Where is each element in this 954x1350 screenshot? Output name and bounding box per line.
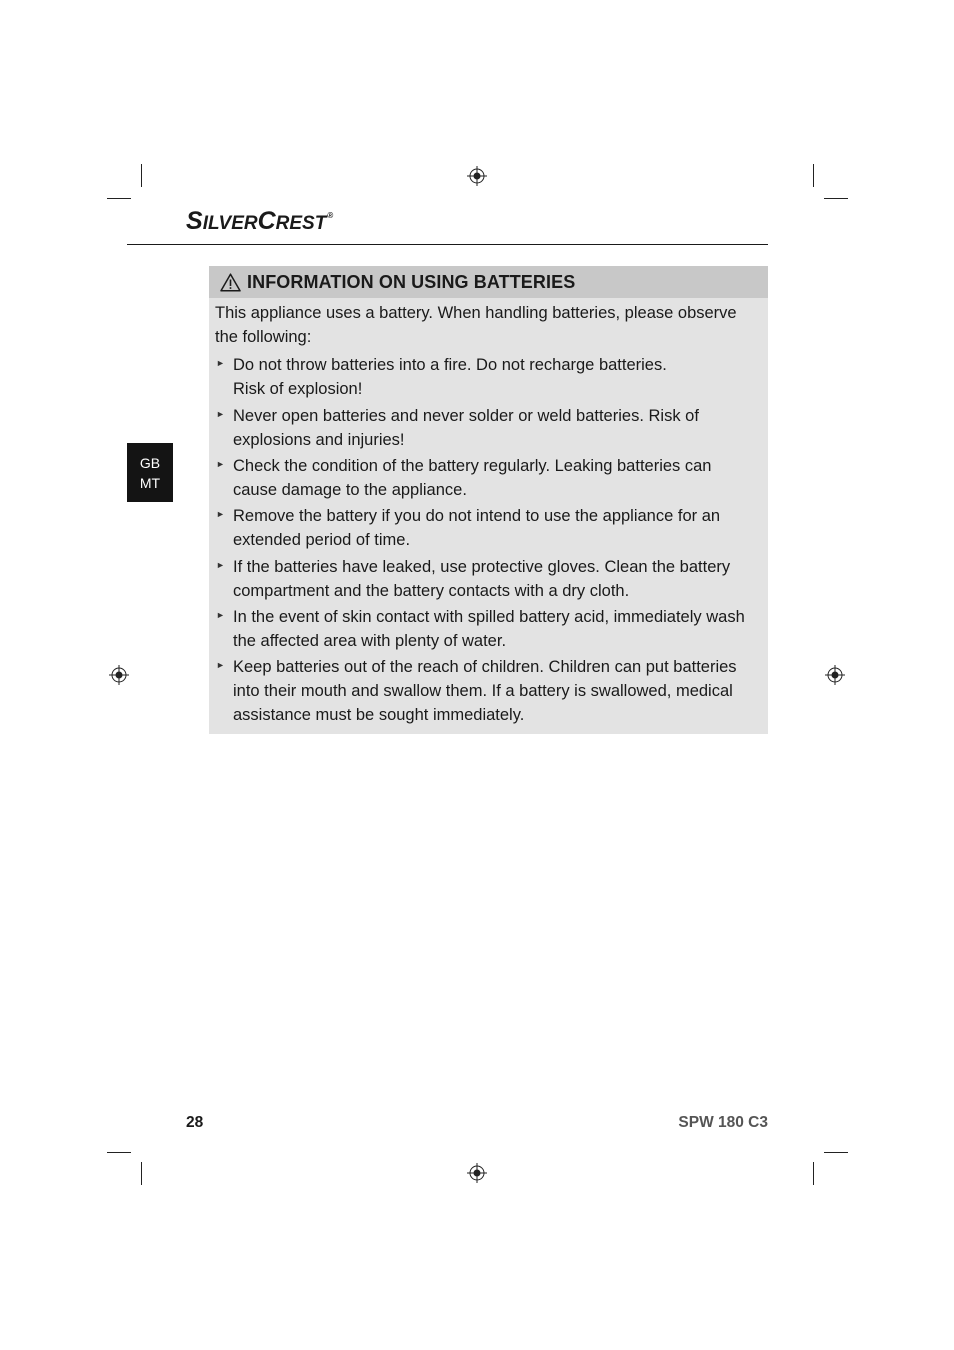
section-header	[209, 266, 768, 298]
registration-mark-icon	[109, 665, 129, 685]
crop-mark	[141, 164, 142, 187]
list-item-line: If the batteries have leaked, use protective gloves. Clean the battery	[233, 558, 731, 576]
warning-triangle-icon	[220, 273, 241, 292]
list-item-line: Do not throw batteries into a fire. Do not recharge batteries.	[233, 356, 667, 374]
arrow-bullet-icon: ►	[216, 660, 225, 670]
arrow-bullet-icon: ►	[216, 509, 225, 519]
list-item-line: Check the condition of the battery regularly. Leaking batteries can	[233, 457, 712, 475]
arrow-bullet-icon: ►	[216, 358, 225, 368]
registration-mark-icon	[467, 1163, 487, 1183]
list-item-line: the affected area with plenty of water.	[233, 632, 507, 650]
list-item-line: Never open batteries and never solder or weld batteries. Risk of	[233, 407, 699, 425]
arrow-bullet-icon: ►	[216, 459, 225, 469]
model-number: SPW 180 C3	[678, 1114, 768, 1131]
arrow-bullet-icon: ►	[216, 409, 225, 419]
section-title: INFORMATION ON USING BATTERIES	[247, 271, 576, 292]
crop-mark	[813, 1162, 814, 1185]
page-number: 28	[186, 1114, 204, 1131]
list-item-line: into their mouth and swallow them. If a battery is swallowed, medical	[233, 682, 733, 700]
list-item-line: Keep batteries out of the reach of children. Children can put batteries	[233, 658, 737, 676]
registration-mark-icon	[467, 166, 487, 186]
crop-mark	[141, 1162, 142, 1185]
battery-info-section	[209, 266, 768, 734]
list-item-line: compartment and the battery contacts with a dry cloth.	[233, 582, 630, 600]
list-item-line: extended period of time.	[233, 531, 411, 549]
registration-mark-icon	[825, 665, 845, 685]
crop-mark	[107, 1152, 131, 1153]
list-item-line: Remove the battery if you do not intend to use the appliance for an	[233, 507, 721, 525]
list-item-line: explosions and injuries!	[233, 431, 405, 449]
crop-mark	[107, 198, 131, 199]
header-rule	[127, 244, 768, 245]
language-code: GB	[139, 454, 161, 471]
brand-logo: SILVERCREST®	[186, 207, 334, 235]
language-code: MT	[139, 474, 161, 491]
list-item-line: Risk of explosion!	[233, 380, 363, 398]
arrow-bullet-icon: ►	[216, 560, 225, 570]
list-item-line: cause damage to the appliance.	[233, 481, 467, 499]
list-item-line: In the event of skin contact with spilled battery acid, immediately wash	[233, 608, 745, 626]
arrow-bullet-icon: ►	[216, 610, 225, 620]
language-tab	[127, 443, 173, 502]
crop-mark	[813, 164, 814, 187]
intro-text: This appliance uses a battery. When handling batteries, please observe the following:	[215, 304, 737, 346]
crop-mark	[824, 1152, 848, 1153]
list-item-line: assistance must be sought immediately.	[233, 706, 525, 724]
crop-mark	[824, 198, 848, 199]
